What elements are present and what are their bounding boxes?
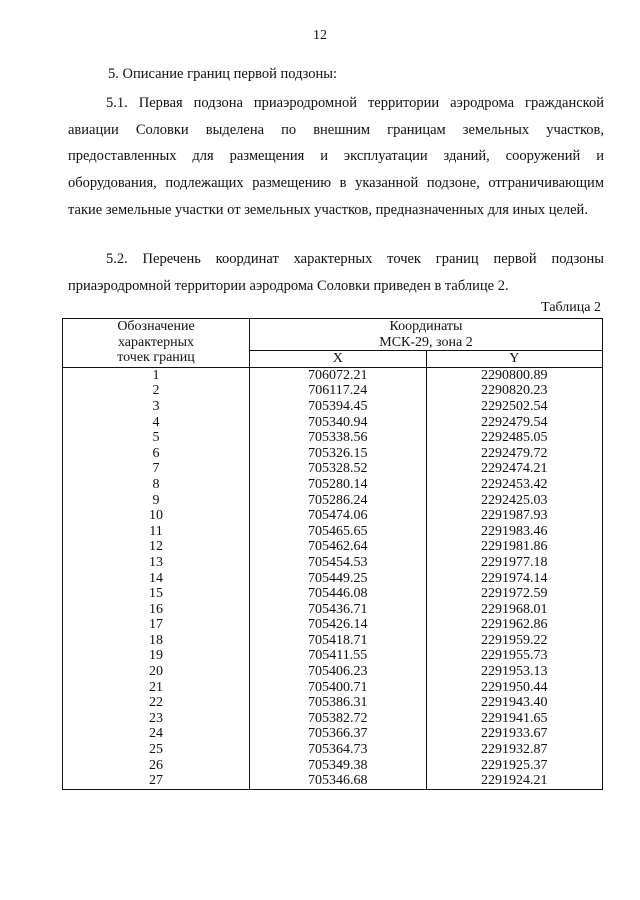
table-row xyxy=(63,648,603,664)
point-number-cell: 22 xyxy=(63,695,250,711)
y-coordinate-cell: 2292453.42 xyxy=(426,477,603,493)
table-row xyxy=(63,367,603,383)
y-coordinate-cell: 2290820.23 xyxy=(426,383,603,399)
x-coordinate-cell: 706117.24 xyxy=(250,383,427,399)
x-coordinate-cell: 705280.14 xyxy=(250,477,427,493)
y-coordinate-cell: 2291962.86 xyxy=(426,617,603,633)
table-row xyxy=(63,524,603,540)
y-coordinate-cell: 2292479.72 xyxy=(426,446,603,462)
point-number-cell: 16 xyxy=(63,602,250,618)
table-row xyxy=(63,586,603,602)
x-coordinate-cell: 705446.08 xyxy=(250,586,427,602)
x-coordinate-cell: 705400.71 xyxy=(250,680,427,696)
x-coordinate-cell: 705286.24 xyxy=(250,493,427,509)
y-coordinate-cell: 2291932.87 xyxy=(426,742,603,758)
table-row xyxy=(63,617,603,633)
point-number-cell: 5 xyxy=(63,430,250,446)
y-coordinate-cell: 2291968.01 xyxy=(426,602,603,618)
y-coordinate-cell: 2291953.13 xyxy=(426,664,603,680)
x-coordinate-cell: 705346.68 xyxy=(250,773,427,789)
table-row xyxy=(63,742,603,758)
point-number-cell: 14 xyxy=(63,571,250,587)
y-coordinate-cell: 2291983.46 xyxy=(426,524,603,540)
x-coordinate-cell: 705426.14 xyxy=(250,617,427,633)
table-row xyxy=(63,664,603,680)
x-coordinate-cell: 705340.94 xyxy=(250,415,427,431)
table-row xyxy=(63,539,603,555)
x-coordinate-cell: 706072.21 xyxy=(250,367,427,383)
y-coordinate-cell: 2291950.44 xyxy=(426,680,603,696)
point-number-cell: 27 xyxy=(63,773,250,789)
y-coordinate-cell: 2292425.03 xyxy=(426,493,603,509)
table-row xyxy=(63,415,603,431)
point-number-cell: 25 xyxy=(63,742,250,758)
table-row xyxy=(63,555,603,571)
y-coordinate-cell: 2291987.93 xyxy=(426,508,603,524)
x-coordinate-cell: 705366.37 xyxy=(250,726,427,742)
point-number-cell: 13 xyxy=(63,555,250,571)
y-coordinate-cell: 2291977.18 xyxy=(426,555,603,571)
table-row xyxy=(63,633,603,649)
x-coordinate-cell: 705462.64 xyxy=(250,539,427,555)
x-coordinate-cell: 705411.55 xyxy=(250,648,427,664)
y-coordinate-cell: 2291959.22 xyxy=(426,633,603,649)
x-column-header: X xyxy=(250,351,427,368)
y-coordinate-cell: 2291933.67 xyxy=(426,726,603,742)
x-coordinate-cell: 705394.45 xyxy=(250,399,427,415)
x-coordinate-cell: 705474.06 xyxy=(250,508,427,524)
table-row xyxy=(63,773,603,789)
group-header-line: МСК-29, зона 2 xyxy=(379,334,473,350)
y-coordinate-cell: 2292485.05 xyxy=(426,430,603,446)
x-coordinate-cell: 705386.31 xyxy=(250,695,427,711)
table-row xyxy=(63,711,603,727)
table-row xyxy=(63,461,603,477)
x-coordinate-cell: 705406.23 xyxy=(250,664,427,680)
point-header-line: характерных xyxy=(117,334,195,350)
point-number-cell: 12 xyxy=(63,539,250,555)
table-row xyxy=(63,726,603,742)
point-number-cell: 26 xyxy=(63,758,250,774)
table-row xyxy=(63,695,603,711)
table-row xyxy=(63,399,603,415)
group-header-line: Координаты xyxy=(389,319,463,334)
y-coordinate-cell: 2291972.59 xyxy=(426,586,603,602)
y-coordinate-cell: 2292479.54 xyxy=(426,415,603,431)
point-number-cell: 3 xyxy=(63,399,250,415)
point-designation-header xyxy=(63,319,250,368)
paragraph-5-1: 5.1. Первая подзона приаэродромной территории аэродрома гражданской авиации Соловки выделена по внешним границам земельных участков, предоставленных для размещения и эксплуатации зданий, сооружений и оборудования, подлежащих размещению в указанной подзоне, отграничивающим такие земельные участки от земельных участков, предназначенных для иных целей. xyxy=(68,95,604,218)
y-coordinate-cell: 2292474.21 xyxy=(426,461,603,477)
table-row xyxy=(63,493,603,509)
point-number-cell: 8 xyxy=(63,477,250,493)
point-number-cell: 17 xyxy=(63,617,250,633)
table-row xyxy=(63,477,603,493)
y-coordinate-cell: 2290800.89 xyxy=(426,367,603,383)
x-coordinate-cell: 705382.72 xyxy=(250,711,427,727)
point-number-cell: 24 xyxy=(63,726,250,742)
x-coordinate-cell: 705364.73 xyxy=(250,742,427,758)
coordinates-table xyxy=(62,318,603,790)
x-coordinate-cell: 705326.15 xyxy=(250,446,427,462)
table-row xyxy=(63,680,603,696)
section-heading: 5. Описание границ первой подзоны: xyxy=(108,66,338,82)
x-coordinate-cell: 705349.38 xyxy=(250,758,427,774)
y-coordinate-cell: 2291974.14 xyxy=(426,571,603,587)
point-number-cell: 7 xyxy=(63,461,250,477)
x-coordinate-cell: 705338.56 xyxy=(250,430,427,446)
x-coordinate-cell: 705328.52 xyxy=(250,461,427,477)
y-coordinate-cell: 2292502.54 xyxy=(426,399,603,415)
y-coordinate-cell: 2291941.65 xyxy=(426,711,603,727)
point-number-cell: 6 xyxy=(63,446,250,462)
y-coordinate-cell: 2291981.86 xyxy=(426,539,603,555)
y-coordinate-cell: 2291925.37 xyxy=(426,758,603,774)
point-header-line: точек границ xyxy=(117,350,195,366)
table-caption: Таблица 2 xyxy=(541,300,601,315)
coordinates-table-body xyxy=(63,367,603,789)
table-row xyxy=(63,758,603,774)
x-coordinate-cell: 705418.71 xyxy=(250,633,427,649)
y-column-header: Y xyxy=(426,351,603,368)
point-number-cell: 2 xyxy=(63,383,250,399)
x-coordinate-cell: 705454.53 xyxy=(250,555,427,571)
table-row xyxy=(63,430,603,446)
point-number-cell: 15 xyxy=(63,586,250,602)
table-row xyxy=(63,446,603,462)
y-coordinate-cell: 2291955.73 xyxy=(426,648,603,664)
x-coordinate-cell: 705436.71 xyxy=(250,602,427,618)
point-number-cell: 18 xyxy=(63,633,250,649)
x-coordinate-cell: 705465.65 xyxy=(250,524,427,540)
table-row xyxy=(63,602,603,618)
point-number-cell: 9 xyxy=(63,493,250,509)
paragraph-5-2: 5.2. Перечень координат характерных точек границ первой подзоны приаэродромной территории аэродрома Соловки приведен в таблице 2. xyxy=(68,251,604,294)
point-header-line: Обозначение xyxy=(117,319,195,334)
point-number-cell: 4 xyxy=(63,415,250,431)
y-coordinate-cell: 2291943.40 xyxy=(426,695,603,711)
page-number: 12 xyxy=(313,28,327,43)
x-coordinate-cell: 705449.25 xyxy=(250,571,427,587)
point-number-cell: 20 xyxy=(63,664,250,680)
point-number-cell: 1 xyxy=(63,367,250,383)
point-number-cell: 21 xyxy=(63,680,250,696)
table-row xyxy=(63,508,603,524)
table-row xyxy=(63,383,603,399)
point-number-cell: 11 xyxy=(63,524,250,540)
table-row xyxy=(63,571,603,587)
coordinates-group-header xyxy=(250,319,603,351)
y-coordinate-cell: 2291924.21 xyxy=(426,773,603,789)
point-number-cell: 23 xyxy=(63,711,250,727)
point-number-cell: 19 xyxy=(63,648,250,664)
point-number-cell: 10 xyxy=(63,508,250,524)
